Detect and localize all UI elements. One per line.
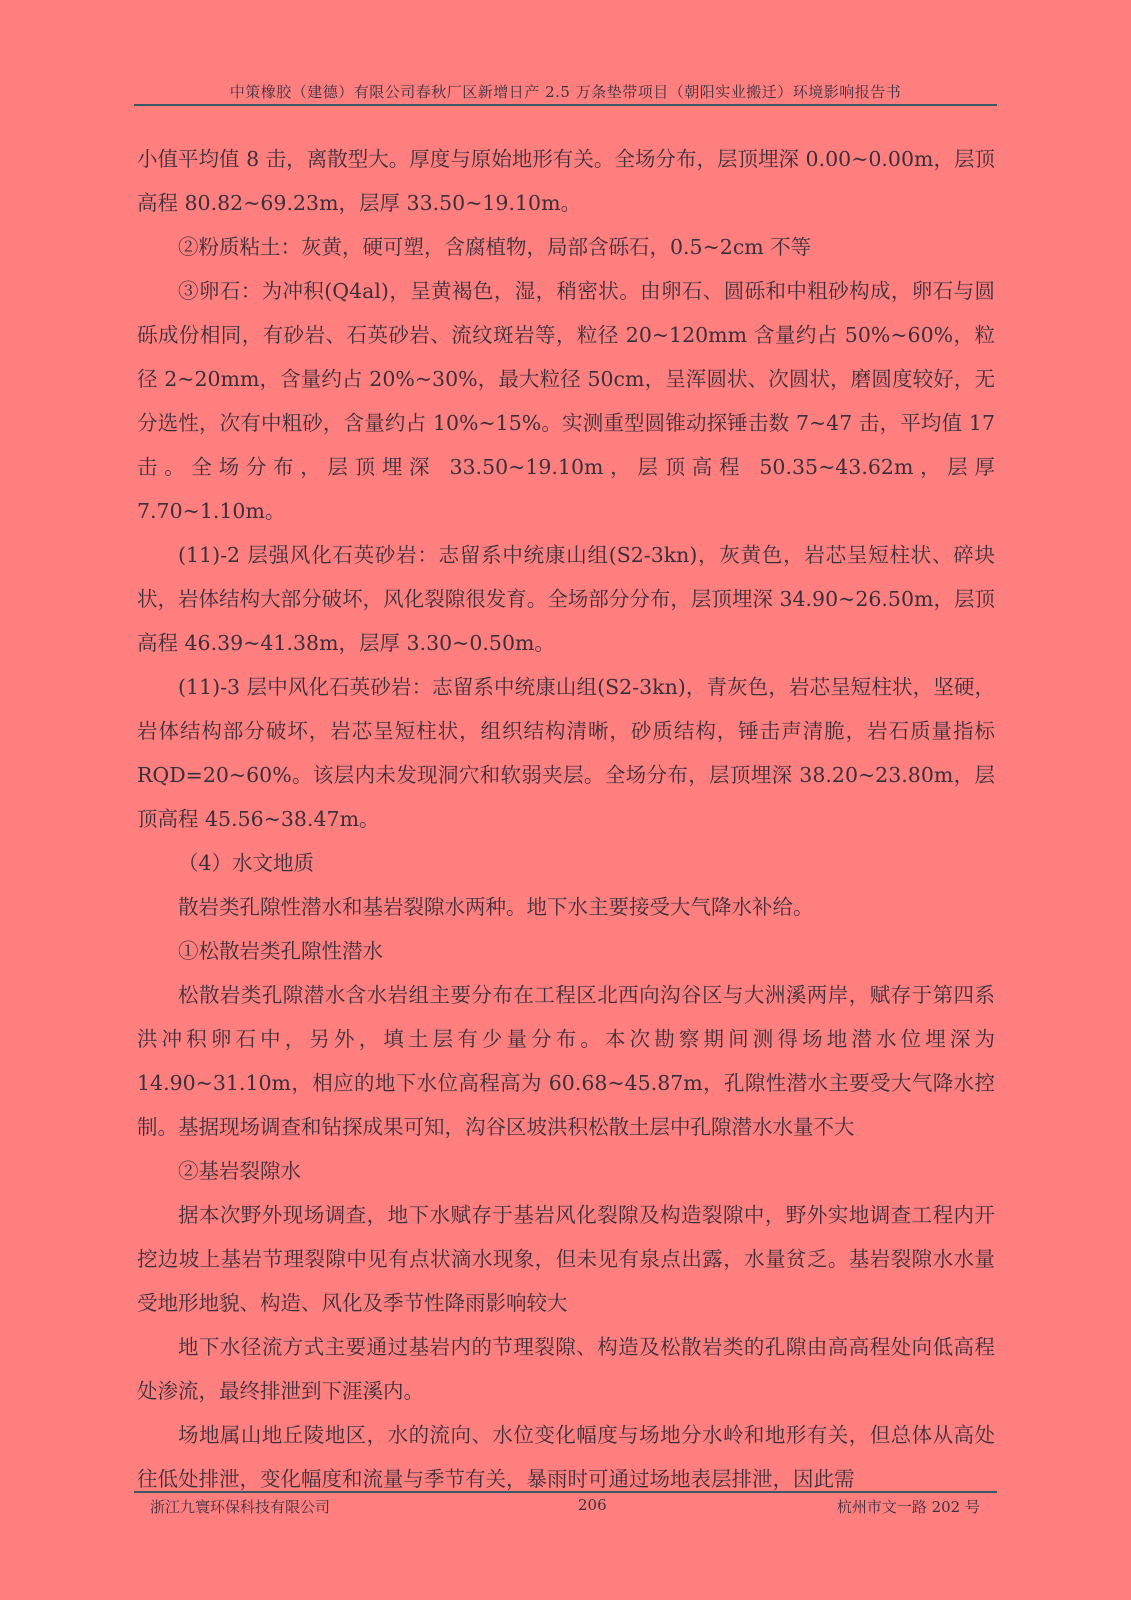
paragraph-fissure-water: 据本次野外现场调查，地下水赋存于基岩风化裂隙及构造裂隙中，野外实地调查工程内开挖边坡上基岩节理裂隙中见有点状滴水现象，但未见有泉点出露，水量贫乏。基岩裂隙水水量受地形地貌、构造、风化及季节性降雨影响较大 <box>137 1203 995 1315</box>
paragraph-runoff: 地下水径流方式主要通过基岩内的节理裂隙、构造及松散岩类的孔隙由高高程处向低高程处渗流，最终排泄到下涯溪内。 <box>137 1335 995 1403</box>
section-heading-hydrogeology: （4）水文地质 <box>178 851 315 875</box>
header-divider <box>134 104 997 106</box>
paragraph-groundwater-types: 散岩类孔隙性潜水和基岩裂隙水两种。地下水主要接受大气降水补给。 <box>178 895 814 919</box>
subheading-fissure-water: ②基岩裂隙水 <box>178 1159 301 1183</box>
paragraph-strongly-weathered-sandstone: (11)-2 层强风化石英砂岩：志留系中统康山组(S2-3kn)，灰黄色，岩芯呈短柱状、碎块状，岩体结构大部分破坏，风化裂隙很发育。全场部分分布，层顶埋深 34.90~26.50m，层顶高程 46.39~41.38m，层厚 3.30~0.50m。 <box>137 543 995 655</box>
footer-address: 杭州市文一路 202 号 <box>836 1498 980 1516</box>
document-body <box>137 137 995 1501</box>
paragraph-site-drainage: 场地属山地丘陵地区，水的流向、水位变化幅度与场地分水岭和地形有关，但总体从高处往低处排泄，变化幅度和流量与季节有关，暴雨时可通过场地表层排泄，因此需 <box>137 1423 995 1491</box>
footer-page-number: 206 <box>578 1496 607 1514</box>
paragraph-layer-continuation: 小值平均值 8 击，离散型大。厚度与原始地形有关。全场分布，层顶埋深 0.00~0.00m，层顶高程 80.82~69.23m，层厚 33.50~19.10m。 <box>137 147 995 215</box>
footer-divider <box>134 1491 997 1493</box>
paragraph-silty-clay: ②粉质粘土：灰黄，硬可塑，含腐植物，局部含砾石，0.5~2cm 不等 <box>178 235 812 259</box>
paragraph-moderately-weathered-sandstone: (11)-3 层中风化石英砂岩：志留系中统康山组(S2-3kn)，青灰色，岩芯呈短柱状，坚硬，岩体结构部分破坏，岩芯呈短柱状，组织结构清晰，砂质结构，锤击声清脆，岩石质量指标 RQD=20~60%。该层内未发现洞穴和软弱夹层。全场分布，层顶埋深 38.20~23.80m，层顶高程 45.56~38.47m。 <box>137 675 995 831</box>
paragraph-pore-water: 松散岩类孔隙潜水含水岩组主要分布在工程区北西向沟谷区与大洲溪两岸，赋存于第四系洪冲积卵石中，另外，填土层有少量分布。本次勘察期间测得场地潜水位埋深为 14.90~31.10m，相应的地下水位高程高为 60.68~45.87m，孔隙性潜水主要受大气降水控制。基据现场调查和钻探成果可知，沟谷区坡洪积松散土层中孔隙潜水水量不大 <box>137 983 995 1139</box>
page-header-title: 中策橡胶（建德）有限公司春秋厂区新增日产 2.5 万条垫带项目（朝阳实业搬迁）环境影响报告书 <box>229 83 902 101</box>
paragraph-pebble: ③卵石：为冲积(Q4al)，呈黄褐色，湿，稍密状。由卵石、圆砾和中粗砂构成，卵石与圆砾成份相同，有砂岩、石英砂岩、流纹斑岩等，粒径 20~120mm 含量约占 50%~60%，粒径 2~20mm，含量约占 20%~30%，最大粒径 50cm，呈浑圆状、次圆状，磨圆度较好，无分选性，次有中粗砂，含量约占 10%~15%。实测重型圆锥动探锤击数 7~47 击，平均值 17 击。全场分布，层顶埋深 33.50~19.10m，层顶高程 50.35~43.62m，层厚 7.70~1.10m。 <box>137 279 995 523</box>
subheading-pore-water: ①松散岩类孔隙性潜水 <box>178 939 383 963</box>
footer-company: 浙江九寰环保科技有限公司 <box>150 1498 331 1516</box>
